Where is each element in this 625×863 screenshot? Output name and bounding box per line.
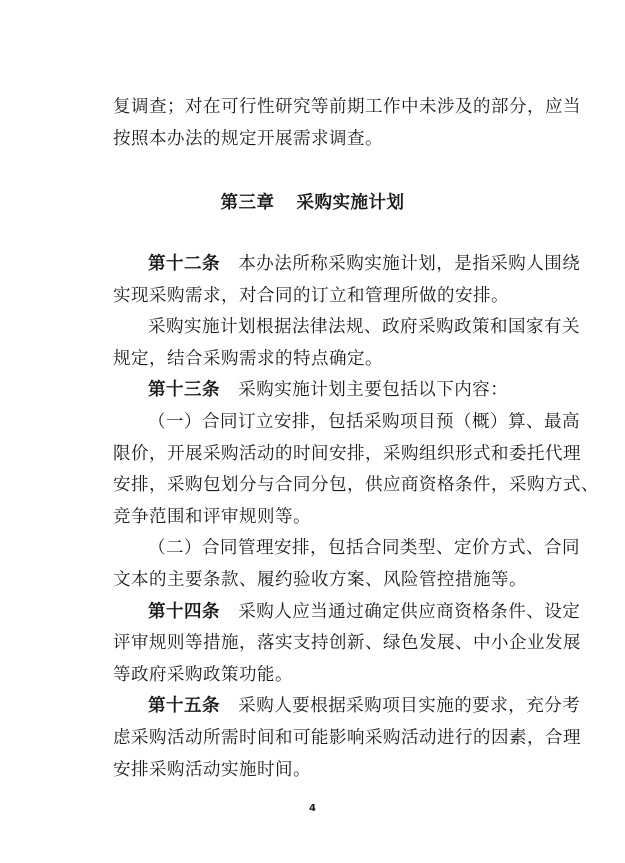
article-14-line bbox=[113, 597, 581, 629]
article-15-line bbox=[113, 691, 581, 723]
text-line: 竞争范围和评审规则等。 bbox=[113, 506, 311, 527]
text-line: 等政府采购政策功能。 bbox=[113, 664, 293, 685]
text-line: 规定，结合采购需求的特点确定。 bbox=[113, 348, 383, 369]
article-13-line bbox=[113, 375, 533, 407]
article-12-line bbox=[113, 249, 581, 281]
text-line: 安排采购活动实施时间。 bbox=[113, 759, 311, 780]
chapter-heading bbox=[0, 189, 625, 214]
intro-paragraph bbox=[113, 92, 581, 155]
chapter-number: 第三章 bbox=[220, 193, 275, 213]
page-number: 4 bbox=[309, 803, 316, 814]
text-line: 采购实施计划主要包括以下内容： bbox=[238, 380, 509, 401]
text-line: （二）合同管理安排，包括合同类型、定价方式、合同 bbox=[148, 538, 580, 559]
chapter-title: 采购实施计划 bbox=[296, 193, 405, 213]
text-line: （一）合同订立安排，包括采购项目预（概）算、最高 bbox=[148, 411, 580, 432]
text-line: 评审规则等措施，落实支持创新、绿色发展、中小企业发展 bbox=[113, 633, 581, 654]
text-line: 安排，采购包划分与合同分包，供应商资格条件，采购方式、 bbox=[113, 475, 599, 496]
text-line: 文本的主要条款、履约验收方案、风险管控措施等。 bbox=[113, 569, 527, 590]
text-line: 采购人应当通过确定供应商资格条件、设定 bbox=[238, 601, 581, 622]
text-line: 本办法所称采购实施计划，是指采购人围绕 bbox=[238, 254, 581, 274]
article-15-label: 第十五条 bbox=[148, 696, 220, 717]
article-14-label: 第十四条 bbox=[148, 601, 220, 622]
text-line: 复调查；对在可行性研究等前期工作中未涉及的部分，应当 bbox=[113, 97, 581, 117]
article-12-label: 第十二条 bbox=[148, 254, 220, 274]
text-line: 采购人要根据采购项目实施的要求，充分考 bbox=[238, 696, 581, 717]
text-line: 按照本办法的规定开展需求调查。 bbox=[113, 128, 383, 149]
text-line: 采购实施计划根据法律法规、政府采购政策和国家有关 bbox=[148, 317, 580, 338]
text-line: 限价，开展采购活动的时间安排，采购组织形式和委托代理 bbox=[113, 443, 581, 464]
body-text bbox=[113, 249, 599, 786]
text-line: 实现采购需求，对合同的订立和管理所做的安排。 bbox=[113, 285, 509, 306]
text-line: 虑采购活动所需时间和可能影响采购活动进行的因素，合理 bbox=[113, 727, 581, 748]
article-13-label: 第十三条 bbox=[148, 380, 220, 401]
